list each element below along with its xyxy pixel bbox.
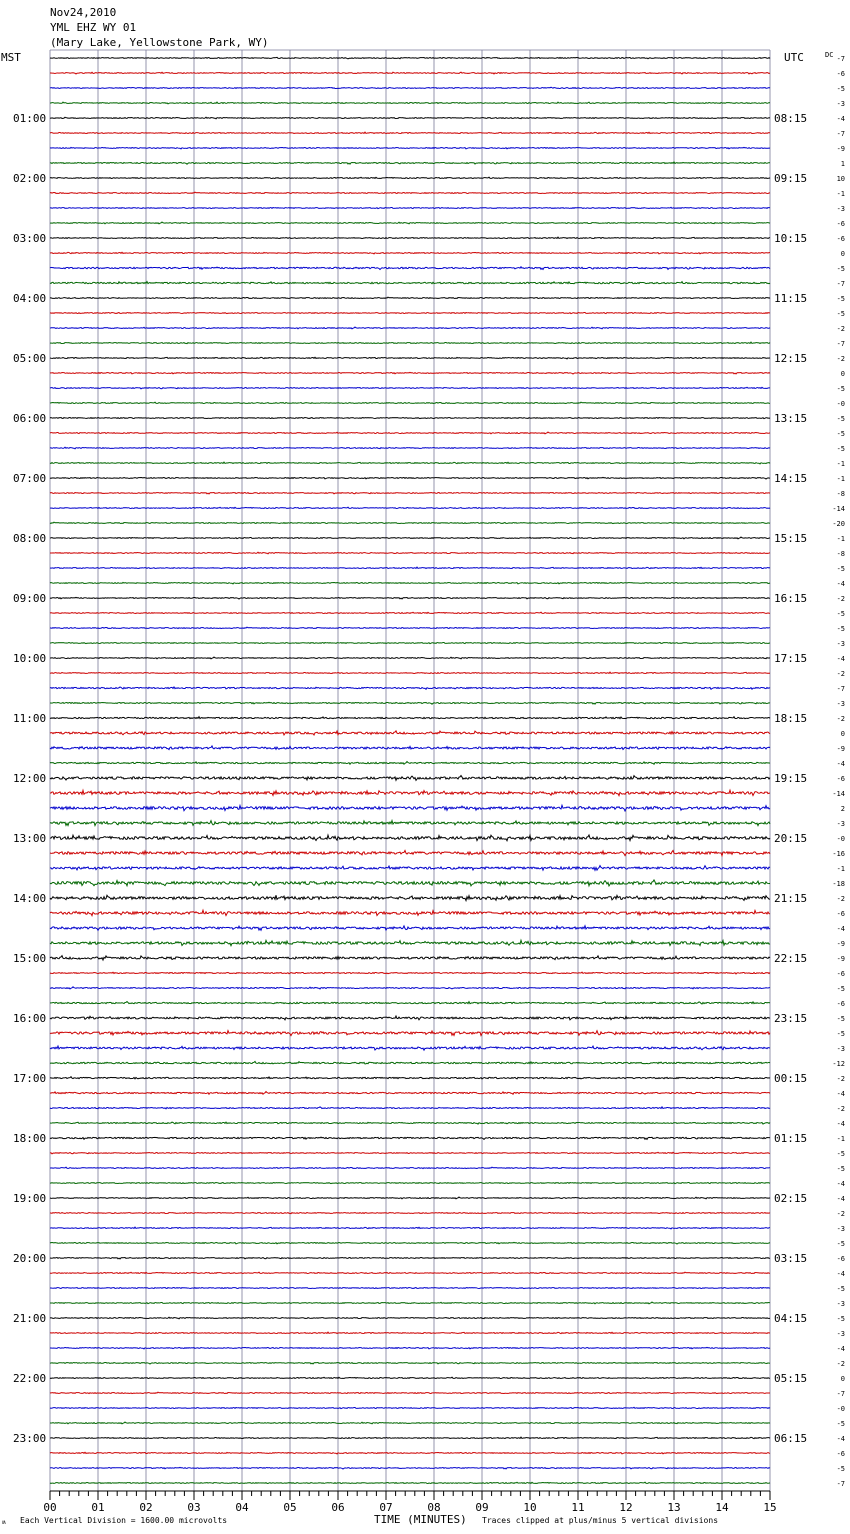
seismic-trace-row [50, 177, 770, 178]
seismic-trace-row [50, 987, 770, 989]
seismic-trace-row [50, 956, 770, 960]
x-axis-title: TIME (MINUTES) [374, 1513, 467, 1526]
dc-offset-label: -14 [832, 790, 845, 798]
right-hour-label: 21:15 [774, 892, 808, 905]
dc-offset-label: -4 [836, 115, 845, 123]
dc-offset-label: -7 [836, 55, 845, 63]
right-hour-label: 20:15 [774, 832, 808, 845]
seismic-trace-row [50, 1213, 770, 1214]
dc-offset-label: -5 [836, 265, 845, 273]
dc-offset-label: -3 [836, 1225, 845, 1233]
seismic-trace-row [50, 313, 770, 314]
seismic-trace-row [50, 462, 770, 464]
dc-offset-label: -5 [836, 445, 845, 453]
dc-offset-label: -5 [836, 415, 845, 423]
right-timezone-label: UTC [784, 51, 804, 64]
seismic-trace-row [50, 1092, 770, 1095]
dc-offset-label: -3 [836, 820, 845, 828]
dc-offset-label: 0 [840, 730, 845, 738]
dc-offset-label: 2 [840, 805, 845, 813]
seismic-trace-row [50, 642, 770, 643]
right-hour-labels [774, 112, 807, 1445]
seismic-trace-row [50, 192, 770, 193]
dc-offset-label: -1 [836, 475, 845, 483]
x-tick-label: 08 [427, 1501, 441, 1514]
dc-offset-label: -5 [836, 1240, 845, 1248]
seismic-trace-row [50, 102, 770, 104]
left-hour-label: 12:00 [13, 772, 47, 785]
right-hour-label: 00:15 [774, 1072, 808, 1085]
dc-offset-label: -5 [836, 1315, 845, 1323]
left-hour-label: 15:00 [13, 952, 47, 965]
seismic-trace-row [50, 1197, 770, 1199]
dc-offset-label: -3 [836, 640, 845, 648]
dc-offset-label: -9 [836, 955, 845, 963]
seismic-trace-row [50, 687, 770, 689]
dc-offset-label: -1 [836, 190, 845, 198]
dc-offset-label: -5 [836, 565, 845, 573]
seismic-trace-row [50, 1317, 770, 1319]
x-tick-label: 01 [91, 1501, 105, 1514]
left-hour-label: 02:00 [13, 172, 47, 185]
dc-offset-label: -4 [836, 1345, 845, 1353]
dc-offset-label: -7 [836, 280, 845, 288]
seismic-trace-row [50, 567, 770, 569]
x-tick-label: 07 [379, 1501, 393, 1514]
dc-offset-label: -6 [836, 1450, 845, 1458]
seismic-trace-row [50, 1482, 770, 1483]
dc-offset-label: -3 [836, 100, 845, 108]
seismic-trace-row [50, 880, 770, 886]
left-hour-label: 22:00 [13, 1372, 47, 1385]
dc-offset-label: -6 [836, 1255, 845, 1263]
dc-offset-label: -6 [836, 1000, 845, 1008]
left-hour-label: 16:00 [13, 1012, 47, 1025]
dc-offset-label: 10 [836, 175, 845, 183]
dc-offset-label: -9 [836, 745, 845, 753]
seismic-trace-row [50, 1422, 770, 1424]
seismic-trace-row [50, 1167, 770, 1168]
x-tick-label: 05 [283, 1501, 297, 1514]
seismic-trace-row [50, 1152, 770, 1154]
seismic-trace-row [50, 522, 770, 523]
dc-offset-label: -3 [836, 1300, 845, 1308]
seismic-trace-row [50, 1392, 770, 1393]
right-hour-label: 23:15 [774, 1012, 808, 1025]
x-tick-label: 10 [523, 1501, 537, 1514]
seismic-trace-row [50, 552, 770, 554]
seismic-trace-row [50, 672, 770, 673]
seismic-trace-row [50, 1288, 770, 1289]
seismic-trace-row [50, 582, 770, 584]
dc-offset-label: -6 [836, 70, 845, 78]
seismic-trace-row [50, 657, 770, 659]
seismic-trace-row [50, 1077, 770, 1079]
dc-offset-label: -5 [836, 625, 845, 633]
left-hour-labels [13, 112, 46, 1445]
seismic-trace-row [50, 926, 770, 931]
right-hour-label: 17:15 [774, 652, 808, 665]
left-hour-label: 05:00 [13, 352, 47, 365]
seismic-trace-row [50, 790, 770, 795]
seismic-trace-row [50, 972, 770, 974]
dc-offset-label: -5 [836, 1165, 845, 1173]
seismic-trace-row [50, 252, 770, 254]
seismic-trace-row [50, 537, 770, 539]
x-tick-label: 04 [235, 1501, 249, 1514]
seismic-trace-row [50, 1272, 770, 1273]
seismic-trace-row [50, 1302, 770, 1304]
seismic-traces [50, 57, 770, 1483]
dc-offset-label: -4 [836, 1195, 845, 1203]
chart-footer [2, 1513, 718, 1526]
right-hour-label: 04:15 [774, 1312, 808, 1325]
left-hour-label: 14:00 [13, 892, 47, 905]
dc-offset-label: 0 [840, 370, 845, 378]
dc-offset-label: -5 [836, 1015, 845, 1023]
dc-offset-label: -4 [836, 580, 845, 588]
dc-offset-label: -4 [836, 1270, 845, 1278]
right-hour-label: 16:15 [774, 592, 808, 605]
dc-offset-label: -12 [832, 1060, 845, 1068]
dc-offset-label: -0 [836, 835, 845, 843]
dc-offset-label: -4 [836, 1435, 845, 1443]
dc-offset-label: -5 [836, 385, 845, 393]
dc-offset-label: -8 [836, 490, 845, 498]
seismic-trace-row [50, 1467, 770, 1469]
seismic-trace-row [50, 1362, 770, 1364]
seismic-trace-row [50, 1377, 770, 1378]
x-tick-label: 06 [331, 1501, 345, 1514]
seismic-trace-row [50, 1122, 770, 1124]
dc-offset-label: -5 [836, 295, 845, 303]
seismic-trace-row [50, 342, 770, 344]
chart-date: Nov24,2010 [50, 6, 117, 19]
seismic-trace-row [50, 327, 770, 329]
seismic-trace-row [50, 492, 770, 493]
dc-offset-label: -6 [836, 775, 845, 783]
time-gridlines [50, 50, 770, 1492]
right-hour-label: 15:15 [774, 532, 808, 545]
x-tick-label: 13 [667, 1501, 681, 1514]
seismic-trace-row [50, 597, 770, 599]
seismic-trace-row [50, 1242, 770, 1244]
dc-offset-label: -3 [836, 700, 845, 708]
seismic-trace-row [50, 1183, 770, 1184]
seismic-trace-row [50, 850, 770, 855]
dc-offset-label: -9 [836, 940, 845, 948]
seismic-trace-row [50, 402, 770, 403]
seismic-trace-row [50, 147, 770, 149]
seismic-trace-row [50, 418, 770, 419]
dc-offset-label: -6 [836, 970, 845, 978]
right-hour-label: 22:15 [774, 952, 808, 965]
dc-offset-label: -20 [832, 520, 845, 528]
dc-offset-label: -3 [836, 1330, 845, 1338]
x-tick-label: 09 [475, 1501, 489, 1514]
seismic-trace-row [50, 72, 770, 74]
dc-offset-label: -4 [836, 1120, 845, 1128]
dc-offset-label: -5 [836, 310, 845, 318]
dc-offset-label: -5 [836, 1030, 845, 1038]
dc-offset-label: -4 [836, 925, 845, 933]
seismic-trace-row [50, 87, 770, 88]
chart-location: (Mary Lake, Yellowstone Park, WY) [50, 36, 269, 49]
seismic-trace-row [50, 612, 770, 613]
seismic-trace-row [50, 387, 770, 389]
dc-offset-label: -3 [836, 205, 845, 213]
dc-offset-label: -4 [836, 1180, 845, 1188]
seismic-trace-row [50, 1452, 770, 1454]
dc-offset-label: -4 [836, 760, 845, 768]
dc-offset-label: -2 [836, 1075, 845, 1083]
right-hour-label: 06:15 [774, 1432, 808, 1445]
seismic-trace-row [50, 477, 770, 479]
right-hour-label: 05:15 [774, 1372, 808, 1385]
dc-offset-label: -1 [836, 535, 845, 543]
dc-offset-label: -16 [832, 850, 845, 858]
left-hour-label: 11:00 [13, 712, 47, 725]
seismic-trace-row [50, 357, 770, 359]
seismic-trace-row [50, 940, 770, 945]
seismic-trace-row [50, 746, 770, 750]
dc-offset-label: -2 [836, 355, 845, 363]
x-tick-label: 00 [43, 1501, 57, 1514]
seismic-trace-row [50, 866, 770, 871]
x-tick-label: 11 [571, 1501, 585, 1514]
left-hour-label: 08:00 [13, 532, 47, 545]
dc-offset-label: -1 [836, 460, 845, 468]
seismic-trace-row [50, 627, 770, 628]
seismic-trace-row [50, 267, 770, 270]
seismic-trace-row [50, 895, 770, 900]
seismic-trace-row [50, 1046, 770, 1050]
seismic-trace-row [50, 57, 770, 59]
dc-label: DC [825, 51, 834, 59]
seismic-trace-row [50, 237, 770, 238]
x-tick-label: 03 [187, 1501, 201, 1514]
dc-offset-label: -4 [836, 1090, 845, 1098]
dc-offset-label: -14 [832, 505, 845, 513]
dc-offset-label: -2 [836, 670, 845, 678]
dc-offset-label: -3 [836, 1045, 845, 1053]
seismic-trace-row [50, 731, 770, 735]
dc-offset-label: 1 [840, 160, 845, 168]
seismic-trace-row [50, 776, 770, 781]
left-hour-label: 07:00 [13, 472, 47, 485]
seismic-trace-row [50, 132, 770, 134]
dc-offset-label: -5 [836, 430, 845, 438]
left-hour-label: 04:00 [13, 292, 47, 305]
seismic-trace-row [50, 1061, 770, 1064]
right-hour-label: 03:15 [774, 1252, 808, 1265]
left-hour-label: 03:00 [13, 232, 47, 245]
seismic-trace-row [50, 1002, 770, 1004]
left-hour-label: 13:00 [13, 832, 47, 845]
right-hour-label: 10:15 [774, 232, 808, 245]
seismic-trace-row [50, 1407, 770, 1408]
left-hour-label: 20:00 [13, 1252, 47, 1265]
dc-offset-labels [832, 55, 845, 1488]
dc-offset-label: -4 [836, 655, 845, 663]
left-hour-label: 21:00 [13, 1312, 47, 1325]
seismic-trace-row [50, 1107, 770, 1109]
dc-offset-label: -5 [836, 610, 845, 618]
dc-offset-label: -5 [836, 1465, 845, 1473]
left-hour-label: 17:00 [13, 1072, 47, 1085]
seismic-trace-row [50, 702, 770, 704]
dc-offset-label: -0 [836, 400, 845, 408]
seismic-trace-row [50, 835, 770, 841]
scale-note: Each Vertical Division = 1600.00 microvolts [20, 1516, 228, 1525]
dc-offset-label: -6 [836, 235, 845, 243]
right-hour-label: 18:15 [774, 712, 808, 725]
dc-offset-label: -6 [836, 910, 845, 918]
clip-note: Traces clipped at plus/minus 5 vertical divisions [482, 1516, 719, 1525]
seismic-trace-row [50, 282, 770, 284]
right-hour-label: 01:15 [774, 1132, 808, 1145]
left-hour-label: 23:00 [13, 1432, 47, 1445]
seismic-trace-row [50, 222, 770, 224]
seismic-trace-row [50, 1257, 770, 1258]
x-tick-label: 12 [619, 1501, 633, 1514]
dc-offset-label: -7 [836, 1480, 845, 1488]
seismic-trace-row [50, 1137, 770, 1139]
dc-offset-label: -1 [836, 1135, 845, 1143]
seismic-trace-row [50, 117, 770, 119]
dc-offset-label: -5 [836, 1150, 845, 1158]
dc-offset-label: -2 [836, 715, 845, 723]
dc-offset-label: -1 [836, 865, 845, 873]
seismic-trace-row [50, 910, 770, 915]
seismic-trace-row [50, 1227, 770, 1229]
dc-offset-label: -2 [836, 1210, 845, 1218]
chart-station: YML EHZ WY 01 [50, 21, 137, 34]
seismic-trace-row [50, 297, 770, 298]
x-tick-label: 15 [763, 1501, 777, 1514]
right-hour-label: 08:15 [774, 112, 808, 125]
x-axis [43, 1491, 776, 1514]
left-hour-label: 09:00 [13, 592, 47, 605]
dc-offset-label: -2 [836, 1105, 845, 1113]
dc-offset-label: -8 [836, 550, 845, 558]
seismic-trace-row [50, 1016, 770, 1020]
seismic-trace-row [50, 805, 770, 811]
seismic-trace-row [50, 507, 770, 508]
right-hour-label: 12:15 [774, 352, 808, 365]
left-hour-label: 06:00 [13, 412, 47, 425]
dc-offset-label: -0 [836, 1405, 845, 1413]
seismic-trace-row [50, 1437, 770, 1439]
seismic-trace-row [50, 207, 770, 208]
left-hour-label: 01:00 [13, 112, 47, 125]
dc-offset-label: 0 [840, 250, 845, 258]
seismic-trace-row [50, 762, 770, 765]
dc-offset-label: -7 [836, 685, 845, 693]
dc-offset-label: -7 [836, 340, 845, 348]
left-hour-label: 19:00 [13, 1192, 47, 1205]
dc-offset-label: -9 [836, 145, 845, 153]
right-hour-label: 14:15 [774, 472, 808, 485]
dc-offset-label: -7 [836, 1390, 845, 1398]
dc-offset-label: 0 [840, 1375, 845, 1383]
dc-offset-label: -5 [836, 1285, 845, 1293]
left-timezone-label: MST [1, 51, 21, 64]
dc-offset-label: -2 [836, 595, 845, 603]
dc-offset-label: -2 [836, 895, 845, 903]
x-tick-label: 02 [139, 1501, 153, 1514]
seismic-trace-row [50, 432, 770, 434]
dc-offset-label: -2 [836, 325, 845, 333]
seismic-trace-row [50, 1031, 770, 1036]
seismic-trace-row [50, 821, 770, 826]
seismic-trace-row [50, 372, 770, 374]
right-hour-label: 09:15 [774, 172, 808, 185]
dc-offset-label: -18 [832, 880, 845, 888]
right-hour-label: 19:15 [774, 772, 808, 785]
dc-offset-label: -5 [836, 985, 845, 993]
seismic-trace-row [50, 447, 770, 449]
dc-offset-label: -6 [836, 220, 845, 228]
right-hour-label: 02:15 [774, 1192, 808, 1205]
seismic-trace-row [50, 717, 770, 719]
dc-offset-label: -5 [836, 85, 845, 93]
seismic-trace-row [50, 1332, 770, 1334]
dc-offset-label: -2 [836, 1360, 845, 1368]
dc-offset-label: -7 [836, 130, 845, 138]
corner-mark: ʍ [2, 1519, 6, 1526]
right-hour-label: 13:15 [774, 412, 808, 425]
left-hour-label: 10:00 [13, 652, 47, 665]
seismic-trace-row [50, 1347, 770, 1349]
right-hour-label: 11:15 [774, 292, 808, 305]
dc-offset-label: -5 [836, 1420, 845, 1428]
x-tick-label: 14 [715, 1501, 729, 1514]
seismic-trace-row [50, 162, 770, 164]
left-hour-label: 18:00 [13, 1132, 47, 1145]
chart-header [1, 6, 833, 64]
